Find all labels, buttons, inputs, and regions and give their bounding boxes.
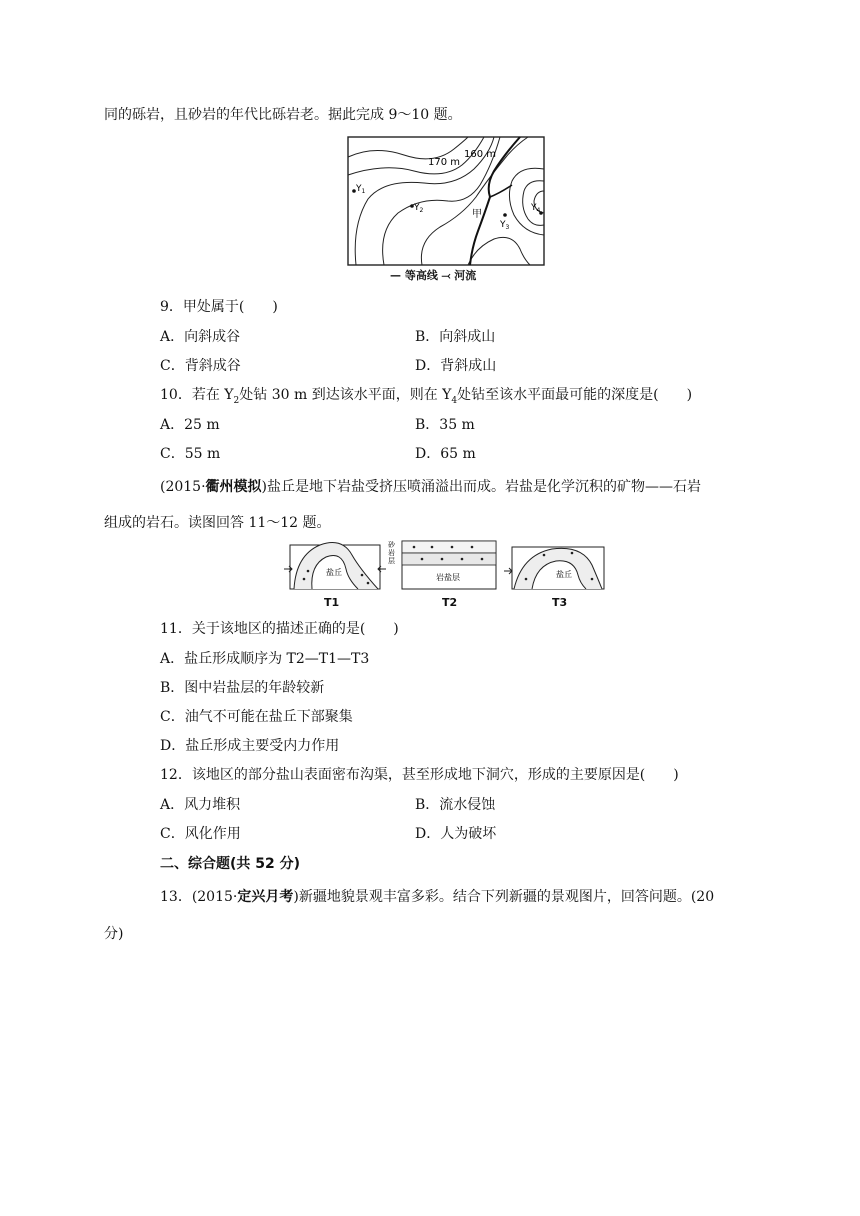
q11-option-c: C．油气不可能在盐丘下部聚集	[160, 709, 353, 725]
q10-option-b: B．35 m	[415, 417, 475, 433]
passage2-line2: 组成的岩石。读图回答 11～12 题。	[104, 515, 331, 531]
diagram-t1	[284, 543, 386, 589]
q11-stem: 11．关于该地区的描述正确的是( )	[160, 621, 399, 637]
q11-option-b: B．图中岩盐层的年龄较新	[160, 680, 325, 696]
t2-rock-salt-label: 岩盐层	[436, 573, 460, 582]
point-y2-label: $Y_2$	[414, 203, 424, 214]
contour-map-figure	[344, 135, 546, 283]
t1-salt-dome-label: 盐丘	[326, 568, 342, 577]
point-jia-label: 甲	[472, 209, 482, 220]
t3-salt-dome-label: 盐丘	[556, 570, 572, 579]
t2-rock-label: 岩	[388, 549, 395, 557]
q9-option-c: C．背斜成谷	[160, 358, 241, 374]
q11-option-a: A．盐丘形成顺序为 T2—T1—T3	[160, 651, 370, 667]
t2-layer-label: 层	[388, 557, 395, 565]
label-t3: T3	[552, 596, 568, 609]
salt-dome-figure	[282, 535, 612, 610]
intro-line: 同的砾岩，且砂岩的年代比砾岩老。据此完成 9～10 题。	[104, 107, 462, 123]
q10-option-d: D．65 m	[415, 446, 476, 462]
t2-sand-label: 砂	[388, 541, 395, 549]
contour-map	[344, 135, 546, 283]
label-t2: T2	[442, 596, 458, 609]
point-y4-label: $Y_4$	[531, 203, 541, 214]
q13-line2: 分)	[104, 926, 124, 942]
q13-line1: 13．(2015·定兴月考)新疆地貌景观丰富多彩。结合下列新疆的景观图片，回答问题。(20	[160, 889, 715, 905]
q9-option-b: B．向斜成山	[415, 329, 496, 345]
passage2-line1: (2015·衢州模拟)盐丘是地下岩盐受挤压喷涌溢出而成。岩盐是化学沉积的矿物——石岩	[160, 479, 702, 495]
section2-title: 二、综合题(共 52 分)	[160, 856, 301, 872]
q11-option-d: D．盐丘形成主要受内力作用	[160, 738, 340, 754]
map-legend: — 等高线 ⤙ 河流	[390, 269, 477, 282]
diagram-t3	[504, 547, 604, 589]
point-y1-label: $Y_1$	[356, 184, 366, 195]
diagram-t2	[388, 540, 496, 589]
q10-stem: 10．若在 $Y_2$处钻 30 m 到达该水平面，则在 $Y_4$处钻至该水平面最可能的深度是( )	[160, 387, 693, 406]
contour-label-160: 160 m	[464, 149, 497, 160]
point-y3-label: $Y_3$	[500, 220, 510, 231]
label-t1: T1	[324, 596, 340, 609]
salt-dome-diagrams	[282, 535, 612, 597]
q12-option-c: C．风化作用	[160, 826, 241, 842]
q10-option-c: C．55 m	[160, 446, 221, 462]
q12-option-d: D．人为破坏	[415, 826, 497, 842]
q9-option-a: A．向斜成谷	[160, 329, 241, 345]
q9-stem: 9．甲处属于( )	[160, 299, 278, 315]
q10-option-a: A．25 m	[160, 417, 220, 433]
contour-label-170: 170 m	[428, 157, 461, 168]
q12-stem: 12．该地区的部分盐山表面密布沟渠，甚至形成地下洞穴，形成的主要原因是( )	[160, 767, 679, 783]
q12-option-a: A．风力堆积	[160, 797, 241, 813]
q9-option-d: D．背斜成山	[415, 358, 497, 374]
q12-option-b: B．流水侵蚀	[415, 797, 496, 813]
